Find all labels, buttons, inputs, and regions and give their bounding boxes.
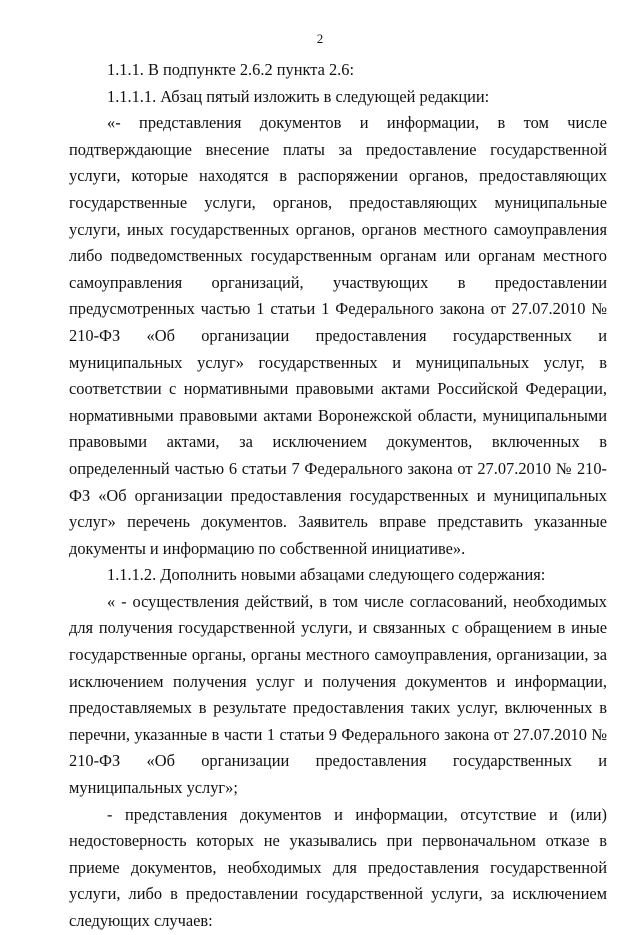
page-number: 2 xyxy=(316,31,324,46)
document-body xyxy=(69,57,607,935)
paragraph-new-clause-documents: - представления документов и информации, отсутствие и (или) недостоверность которых не указывались при первоначальном отказе в приеме документов, необходимых для предоставления государственной услуги, либо в предоставлении государственной услуги, за исключением следующих случаев: xyxy=(69,804,607,930)
paragraph-item-1-1-1-1: 1.1.1.1. Абзац пятый изложить в следующей редакции: xyxy=(107,86,490,106)
paragraph-item-1-1-1-2: 1.1.1.2. Дополнить новыми абзацами следующего содержания: xyxy=(107,565,546,585)
paragraph-subclause-heading: 1.1.1. В подпункте 2.6.2 пункта 2.6: xyxy=(107,60,355,79)
paragraph-amended-text: «- представления документов и информации, в том числе подтверждающие внесение платы за предоставление государственной услуги, которые находятся в распоряжении органов, предоставляющих государственные услуги, органов, предоставляющих муниципальные услуги, иных государственных органов, органов местного самоуправления либо подведомственных государственным органам или органам местного самоуправления организаций, участвующих в предоставлении предусмотренных частью 1 статьи 1 Федерального закона от 27.07.2010 № 210-ФЗ «Об организации предоставления государственных и муниципальных услуг» государственных и муниципальных услуг, в соответствии с нормативными правовыми актами Российской Федерации, нормативными правовыми актами Воронежской области, муниципальными правовыми актами, за исключением документов, включенных в определенный частью 6 статьи 7 Федерального закона от 27.07.2010 № 210-ФЗ «Об организации предоставления государственных и муниципальных услуг» перечень документов. Заявитель вправе представить указанные документы и информацию по собственной инициативе». xyxy=(69,113,607,558)
paragraph-new-clause-actions: « - осуществления действий, в том числе согласований, необходимых для получения государственной услуги, и связанных с обращением в иные государственные органы, органы местного самоуправления, организации, за исключением получения услуг и получения документов и информации, предоставляемых в результате предоставления таких услуг, включенных в перечни, указанные в части 1 статьи 9 Федерального закона от 27.07.2010 № 210-ФЗ «Об организации предоставления государственных и муниципальных услуг»; xyxy=(69,591,607,798)
